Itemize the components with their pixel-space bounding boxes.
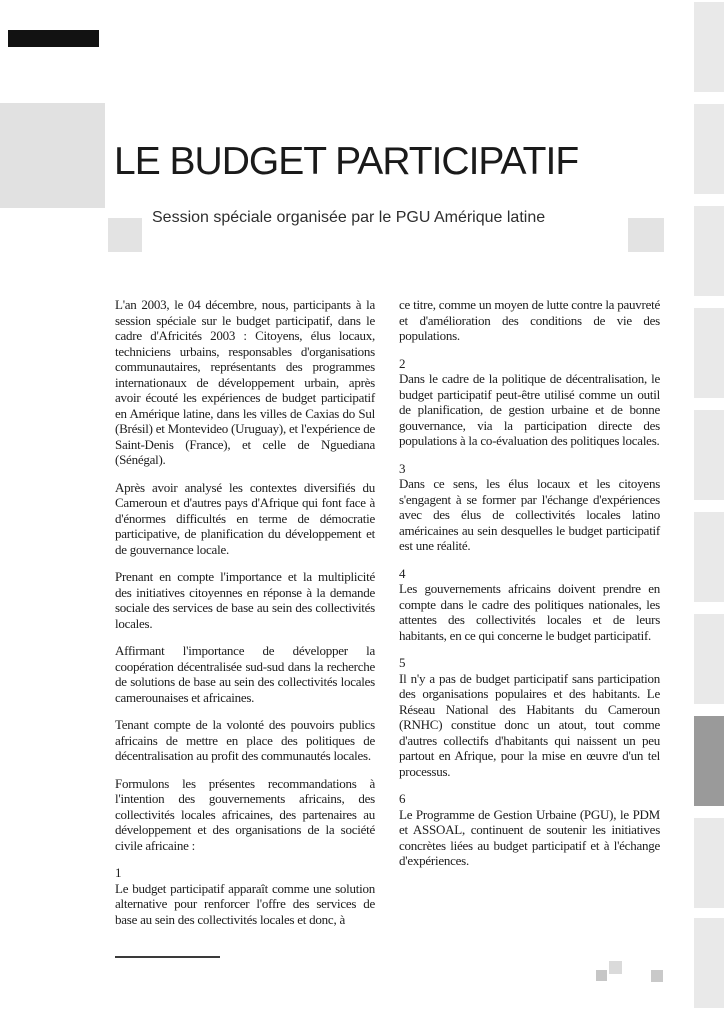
bottom-right-square-2 — [609, 961, 622, 974]
item-number: 4 — [399, 565, 406, 581]
numbered-item — [115, 865, 375, 927]
right-edge-block-4 — [694, 308, 724, 398]
right-edge-block-9 — [694, 818, 724, 908]
bottom-right-square-1 — [596, 970, 607, 981]
right-edge-block-7 — [694, 614, 724, 704]
item-text: Dans ce sens, les élus locaux et les citoyens s'engagent à se former par l'échange d'expériences avec des élus de collectivités locales latino américaines au sein desquelles le budget participatif est une réalité. — [399, 476, 660, 553]
right-edge-block-8-dark — [694, 716, 724, 806]
right-edge-block-5 — [694, 410, 724, 500]
numbered-item — [399, 566, 660, 644]
item-text: Le budget participatif apparaît comme une solution alternative pour renforcer l'offre des services de base au sein des collectivités locales et donc, à — [115, 880, 375, 927]
header-black-bar — [8, 30, 99, 47]
item-number: 2 — [399, 355, 406, 371]
paragraph: ce titre, comme un moyen de lutte contre la pauvreté et d'amélioration des conditions de vie des populations. — [399, 297, 660, 343]
right-edge-block-3 — [694, 206, 724, 296]
item-text: Dans le cadre de la politique de décentralisation, le budget participatif peut-être utilisé comme un outil de planification, de gestion urbaine et de bonne gouvernance, via la participation directe des populations à la co-évaluation des politiques locales. — [399, 371, 660, 448]
left-column — [115, 297, 375, 939]
item-text: Il n'y a pas de budget participatif sans participation des organisations populaires et des habitants. Le Réseau National des Habitants du Cameroun (RNHC) constitue donc un atout, tout comme d'autres collectifs d'habitants qui naissent un peu partout en Afrique, pour la mise en œuvre d'un tel processus. — [399, 670, 660, 779]
paragraph: Formulons les présentes recommandations à l'intention des gouvernements africains, des collectivités locales africaines, des partenaires au développement et des organisations de la société civile africaine : — [115, 775, 375, 853]
footnote-rule — [115, 956, 220, 958]
right-edge-block-6 — [694, 512, 724, 602]
item-text: Le Programme de Gestion Urbaine (PGU), le PDM et ASSOAL, continuent de soutenir les initiatives concrètes liées au budget participatif et à l'échange d'expériences. — [399, 806, 660, 868]
right-column — [399, 297, 660, 881]
numbered-item — [399, 356, 660, 449]
paragraph: Prenant en compte l'importance et la multiplicité des initiatives citoyennes en réponse à la demande sociale des services de base au sein des collectivités locales. — [115, 569, 375, 631]
numbered-item — [399, 791, 660, 869]
numbered-item — [399, 655, 660, 779]
left-margin-block — [0, 103, 105, 208]
paragraph: L'an 2003, le 04 décembre, nous, participants à la session spéciale sur le budget participatif, dans le cadre d'Africités 2003 : Citoyens, élus locaux, techniciens urbains, responsables d'organisations communautaires, représentants des programmes internationaux de développement urbain, après avoir écouté les expériences de budget participatif en Amérique latine, dans les villes de Caxias do Sul (Brésil) et Montevideo (Uruguay), et l'expérience de Saint-Denis (France), et celle de Nguediana (Sénégal). — [115, 297, 375, 467]
paragraph: Affirmant l'importance de développer la coopération décentralisée sud-sud dans la recherche de solutions de base au sein des collectivités locales camerounaises et africaines. — [115, 643, 375, 705]
item-number: 6 — [399, 791, 406, 806]
document-subtitle: Session spéciale organisée par le PGU Amérique latine — [152, 209, 546, 226]
right-edge-block-10 — [694, 918, 724, 1008]
item-number: 1 — [115, 865, 122, 880]
paragraph: Après avoir analysé les contextes diversifiés du Cameroun et d'autres pays d'Afrique qui font face à d'énormes difficultés en terme de démocratie participative, de planification du développement et de gouvernance locale. — [115, 479, 375, 557]
right-edge-block-1 — [694, 2, 724, 92]
document-title: LE BUDGET PARTICIPATIF — [114, 140, 579, 183]
bottom-right-square-3 — [651, 970, 663, 982]
numbered-item — [399, 461, 660, 554]
right-edge-block-2 — [694, 104, 724, 194]
item-number: 5 — [399, 655, 406, 670]
paragraph: Tenant compte de la volonté des pouvoirs publics africains de mettre en place des politiques de décentralisation au profit des communautés locales. — [115, 717, 375, 763]
subtitle-right-square — [628, 218, 664, 252]
subtitle-left-square — [108, 218, 142, 252]
item-number: 3 — [399, 460, 406, 476]
item-text: Les gouvernements africains doivent prendre en compte dans le cadre des politiques nationales, les attentes des collectivités locales et de leurs habitants, en ce qui concerne le budget participatif. — [399, 581, 660, 643]
